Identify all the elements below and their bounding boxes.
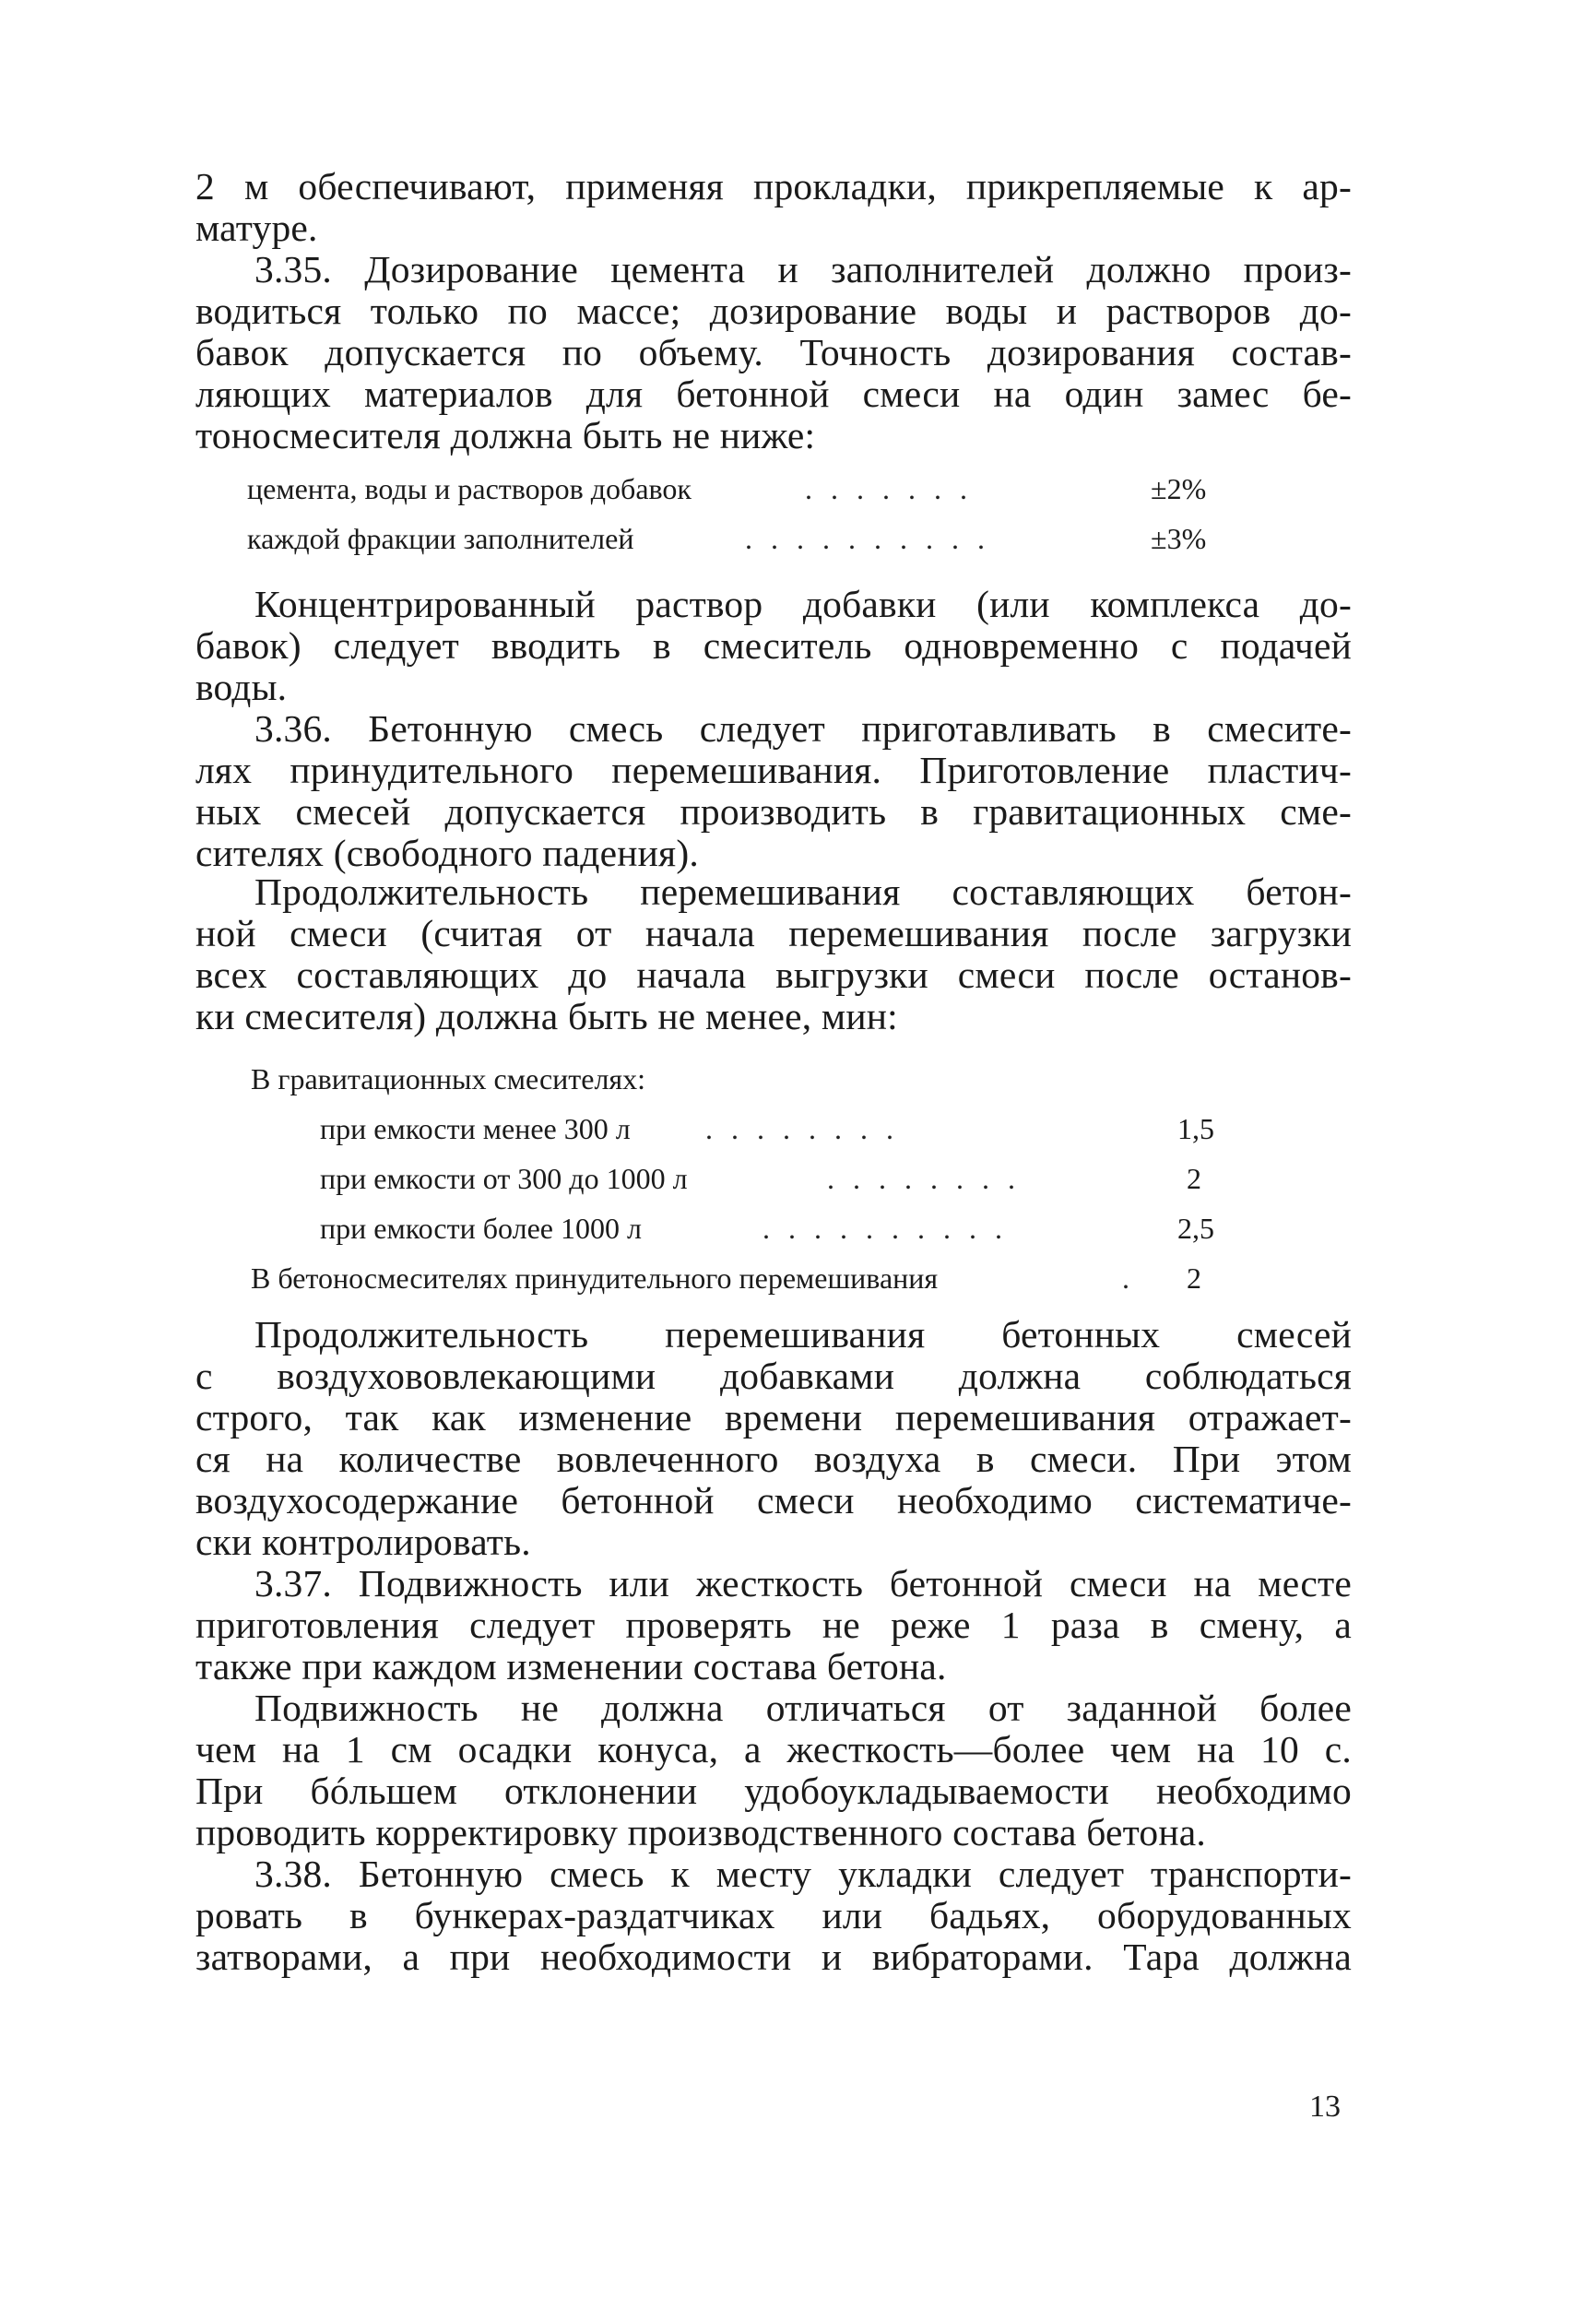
text-line: водиться только по массе; дозирование воды и растворов до- <box>195 290 1352 332</box>
row-label: при емкости менее 300 л <box>320 1112 631 1145</box>
text-line: 3.37. Подвижность или жесткость бетонной смеси на месте <box>254 1562 1352 1604</box>
paragraph-mixing-duration <box>195 871 1352 1037</box>
paragraph-3-36 <box>195 708 1352 874</box>
table-row <box>251 1154 1247 1203</box>
paragraph-workability <box>195 1687 1352 1853</box>
text-line: строго, так как изменение времени перемешивания отражает- <box>195 1396 1352 1439</box>
paragraph-3-38 <box>195 1853 1352 1978</box>
leader-dots: . . . . . . . . <box>827 1162 1021 1195</box>
text-line: воздухосодержание бетонной смеси необходимо систематиче- <box>195 1479 1352 1522</box>
row-value: ±2% <box>1151 472 1207 505</box>
leader-dots: . . . . . . . . <box>705 1112 899 1145</box>
text-line: 2 м обеспечивают, применяя прокладки, прикрепляемые к ар- <box>195 165 1352 207</box>
leader-dots: . . . . . . . . . . <box>763 1212 1008 1245</box>
text-line: затворами, а при необходимости и вибраторами. Тара должна <box>195 1936 1352 1978</box>
text-line: ся на количестве вовлеченного воздуха в смеси. При этом <box>195 1438 1352 1480</box>
text-line: Подвижность не должна отличаться от заданной более <box>254 1687 1352 1729</box>
table-row <box>251 1104 1247 1154</box>
text-line: Продолжительность перемешивания бетонных смесей <box>254 1313 1352 1356</box>
leader-dots: . . . . . . . . . . <box>745 522 990 555</box>
text-line: тоносмесителя должна быть не ниже: <box>195 414 816 456</box>
text-line: ски контролировать. <box>195 1521 531 1563</box>
page-number: 13 <box>1309 2090 1341 2124</box>
row-value: ±3% <box>1151 522 1207 555</box>
text-line: ляющих материалов для бетонной смеси на один замес бе- <box>195 373 1352 415</box>
row-label: В бетоносмесителях принудительного перемешивания <box>251 1261 939 1295</box>
text-line: 3.38. Бетонную смесь к месту укладки следует транспорти- <box>254 1853 1352 1895</box>
table-row <box>251 1253 1247 1303</box>
row-value: 2,5 <box>1177 1212 1214 1245</box>
row-label: каждой фракции заполнителей <box>247 522 634 555</box>
text-line: ровать в бункерах-раздатчиках или бадьях, оборудованных <box>195 1894 1352 1936</box>
row-value: 2 <box>1187 1162 1201 1195</box>
mixing-duration-table <box>251 1054 1247 1303</box>
text-line: приготовления следует проверять не реже 1 раза в смену, а <box>195 1604 1352 1646</box>
text-line: 3.35. Дозирование цемента и заполнителей должно произ- <box>254 248 1352 290</box>
row-label: при емкости от 300 до 1000 л <box>320 1162 688 1195</box>
text-line: 3.36. Бетонную смесь следует приготавливать в смесите- <box>254 707 1352 750</box>
row-value: 2 <box>1187 1261 1201 1295</box>
text-line: проводить корректировку производственного состава бетона. <box>195 1811 1206 1853</box>
text-line: с воздухововлекающими добавками должна соблюдаться <box>195 1355 1352 1397</box>
paragraph-3-35 <box>195 249 1352 456</box>
text-line: При бóльшем отклонении удобоукладываемости необходимо <box>195 1770 1352 1812</box>
text-line: ки смесителя) должна быть не менее, мин: <box>195 995 898 1037</box>
row-value: 1,5 <box>1177 1112 1214 1145</box>
text-line: сителях (свободного падения). <box>195 832 699 874</box>
text-line: всех составляющих до начала выгрузки смеси после останов- <box>195 953 1352 996</box>
row-label: цемента, воды и растворов добавок <box>247 472 692 505</box>
leader-dots: . . . . . . . <box>805 472 973 505</box>
paragraph-air-entraining <box>195 1314 1352 1563</box>
row-label: при емкости более 1000 л <box>320 1212 642 1245</box>
table-row <box>247 514 1243 563</box>
text-line: воды. <box>195 666 288 708</box>
leader-dots: . <box>1122 1261 1135 1295</box>
table-row <box>247 464 1243 514</box>
text-line: лях принудительного перемешивания. Приготовление пластич- <box>195 749 1352 791</box>
dosing-tolerance-table <box>247 464 1243 563</box>
text-line: Продолжительность перемешивания составляющих бетон- <box>254 870 1352 913</box>
table-heading: В гравитационных смесителях: <box>251 1062 646 1095</box>
paragraph-3-37 <box>195 1563 1352 1687</box>
text-line: ных смесей допускается производить в гравитационных сме- <box>195 790 1352 833</box>
text-line: матуре. <box>195 207 318 249</box>
text-line: также при каждом изменении состава бетона. <box>195 1645 947 1687</box>
table-row <box>251 1203 1247 1253</box>
text-line: ной смеси (считая от начала перемешивания после загрузки <box>195 912 1352 954</box>
table-heading-row <box>251 1054 1247 1104</box>
text-line: Концентрированный раствор добавки (или комплекса до- <box>254 583 1352 625</box>
paragraph-continuation <box>195 166 1352 249</box>
text-line: бавок) следует вводить в смеситель одновременно с подачей <box>195 624 1352 667</box>
text-line: чем на 1 см осадки конуса, а жесткость—более чем на 10 с. <box>195 1728 1352 1770</box>
text-line: бавок допускается по объему. Точность дозирования состав- <box>195 331 1352 373</box>
paragraph-concentrate <box>195 584 1352 708</box>
